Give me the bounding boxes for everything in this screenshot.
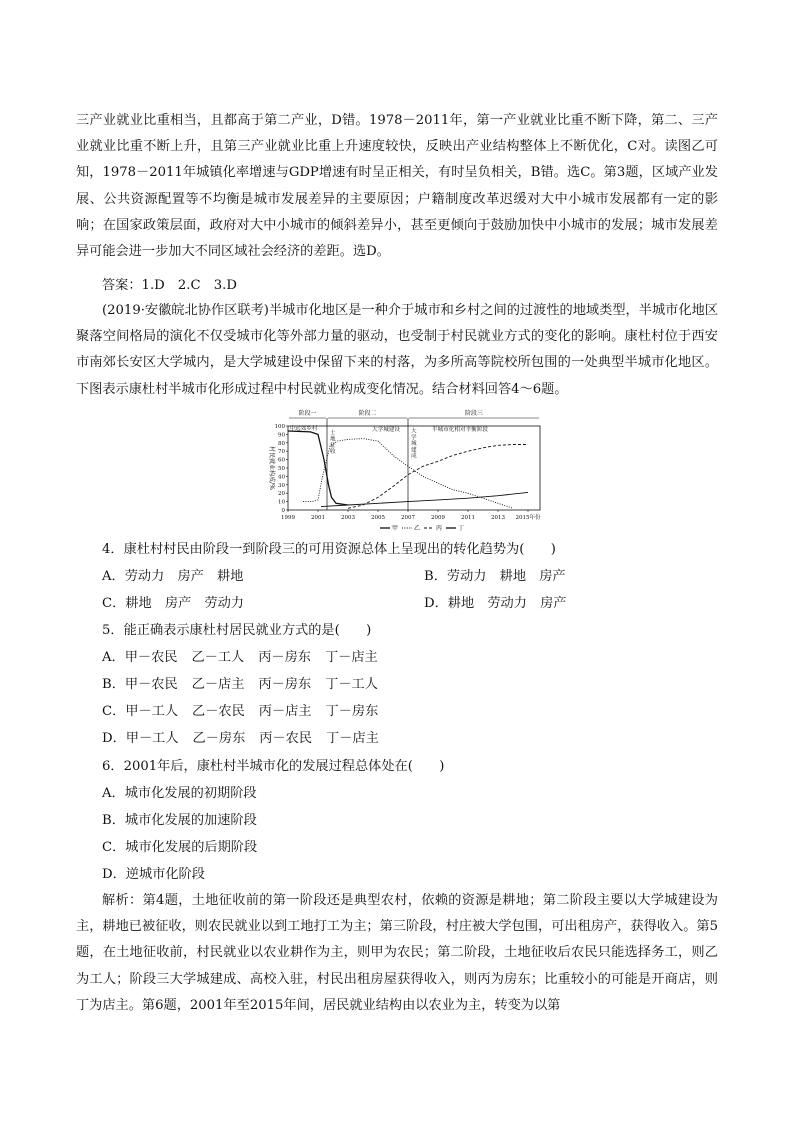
question-5-stem: 5．能正确表示康杜村居民就业方式的是( ) <box>102 623 372 638</box>
question-4-stem: 4．康杜村村民由阶段一到阶段三的可用资源总体上呈现出的转化趋势为( ) <box>102 542 556 557</box>
y-tick-label: 70 <box>278 449 285 456</box>
option-part: 乙－房东 <box>192 731 246 746</box>
option-part: 丁－房东 <box>325 704 379 719</box>
paragraph-material: (2019·安徽皖北协作区联考)半城市化地区是一种介于城市和乡村之间的过渡性的地域类型，半城市化地区聚落空间格局的演化不仅受城市化等外部力量的驱动，也受制于村民就业方式的变化的影响。康杜村位于西安市南郊长安区大学城内，是大学城建设中保留下来的村落，为多所高等院校所包围的一处典型半城市化地区。下图表示康杜村半城市化形成过程中村民就业构成变化情况。结合材料回答4～6题。 <box>76 303 718 397</box>
x-tick-label: 2011 <box>461 515 475 521</box>
y-tick-label: 10 <box>278 499 285 506</box>
annotation: 城 <box>411 441 417 448</box>
annotation: 建 <box>411 447 417 454</box>
question-4-option-d[interactable]: D．耕地 劳动力 房产 <box>424 596 567 611</box>
question-6-option-b[interactable]: B．城市化发展的加速阶段 <box>102 813 257 828</box>
option-part: 丁－店主 <box>324 650 378 665</box>
y-tick-label: 50 <box>278 466 285 472</box>
x-tick-label: 2005 <box>371 515 385 521</box>
x-tick-label: 2013 <box>491 515 505 521</box>
x-tick-label: 1999 <box>281 515 295 521</box>
y-tick-label: 0 <box>281 508 285 514</box>
question-6-option-d[interactable]: D．逆城市化阶段 <box>102 867 205 882</box>
option-part: 乙－工人 <box>191 650 245 665</box>
question-4-option-b[interactable]: B．劳动力 耕地 房产 <box>424 569 566 584</box>
series-甲 <box>288 431 348 505</box>
answer-line: 答案：1.D 2.C 3.D <box>102 278 237 293</box>
annotation: 大 <box>411 428 417 435</box>
y-tick-label: 60 <box>278 457 285 464</box>
option-part: 乙－农民 <box>192 704 245 719</box>
stage-label: 阶段三 <box>464 410 484 417</box>
option-part: 丙－店主 <box>258 704 312 719</box>
question-6-option-c[interactable]: C．城市化发展的后期阶段 <box>102 840 258 855</box>
y-tick-label: 100 <box>274 424 285 430</box>
question-5-option-c[interactable] <box>102 702 392 722</box>
annotation: 征 <box>330 442 336 449</box>
option-part: D．甲－工人 <box>102 731 179 746</box>
paragraph-solution-part1: 三产业就业比重相当，且都高于第二产业，D错。1978－2011年，第一产业就业比重不断下降，第二、三产业就业比重不断上升，且第三产业就业比重上升速度较快，反映出产业结构整体上不断优化，C对。读图乙可知，1978－2011年城镇化率增速与GDP增速有时呈正相关，有时呈负相关，B错。选C。第3题，区域产业发展、公共资源配置等不均衡是城市发展差异的主要原因；户籍制度改革迟缓对大中小城市发展都有一定的影响；在国家政策层面，政府对大中小城市的倾斜差异小，甚至更倾向于鼓励加快中小城市的发展；城市发展差异可能会进一步加大不同区域社会经济的差距。选D。 <box>76 113 718 260</box>
question-6-option-a[interactable]: A．城市化发展的初期阶段 <box>102 786 257 801</box>
annotation: 大学城建设 <box>372 427 400 434</box>
paragraph-analysis: 解析：第4题，土地征收前的第一阶段还是典型农村，依赖的资源是耕地；第二阶段主要以大学城建设为主，耕地已被征收，则农民就业以到工地打工为主；第三阶段，村庄被大学包围，可出租房产，获得收入。第5题，在土地征收前，村民就业以农业耕作为主，则甲为农民；第二阶段，土地征收后农民只能选择务工，则乙为工人；阶段三大学城建成、高校入驻，村民出租房屋获得收入，则丙为房东；比重较小的可能是开商店，则丁为店主。第6题，2001年至2015年间，居民就业结构由以农业为主，转变为以第 <box>76 893 718 1013</box>
question-5-option-d[interactable] <box>102 729 393 749</box>
option-part: 乙－店主 <box>191 677 245 692</box>
series-丙 <box>348 445 528 509</box>
x-tick-label: 2003 <box>341 515 355 521</box>
y-tick-label: 40 <box>278 474 285 481</box>
annotation: 半城市化相对平衡阶段 <box>432 427 488 434</box>
option-part: 丙－农民 <box>259 731 313 746</box>
legend-label: 丙 <box>436 525 443 532</box>
option-part: B．甲－农民 <box>102 677 178 692</box>
option-part: 丁－店主 <box>326 731 379 746</box>
y-tick-label: 80 <box>278 440 285 447</box>
option-part: 丁－工人 <box>325 677 378 692</box>
option-part: A．甲－农民 <box>102 650 178 665</box>
annotation: 成 <box>411 453 417 460</box>
annotation: 地 <box>330 436 336 443</box>
legend-label: 乙 <box>414 525 421 532</box>
y-axis-label: 村民就业构成/% <box>268 446 275 490</box>
question-5-option-a[interactable] <box>102 648 392 668</box>
employment-structure-chart <box>262 406 582 536</box>
y-tick-label: 30 <box>278 482 285 489</box>
annotation: 收 <box>330 449 336 455</box>
option-part: 丙－房东 <box>258 677 312 692</box>
stage-label: 阶段一 <box>298 410 317 417</box>
stage-label: 阶段二 <box>358 410 377 417</box>
legend-label: 丁 <box>458 525 465 532</box>
legend-label: 甲 <box>392 525 399 532</box>
annotation: 中远郊乡村 <box>289 426 318 433</box>
series-丁 <box>321 492 528 506</box>
annotation: 学 <box>411 434 417 441</box>
x-tick-label: 2009 <box>431 515 445 521</box>
question-5-option-b[interactable] <box>102 675 392 695</box>
x-tick-label: 2001 <box>311 515 325 521</box>
question-4-option-c[interactable]: C．耕地 房产 劳动力 <box>102 596 244 611</box>
x-tick-label: 2015年份 <box>515 515 541 521</box>
y-tick-label: 20 <box>278 491 285 498</box>
x-tick-label: 2007 <box>401 515 415 521</box>
option-part: 丙－房东 <box>258 650 311 665</box>
y-tick-label: 90 <box>278 432 285 439</box>
question-4-option-a[interactable]: A．劳动力 房产 耕地 <box>102 569 244 584</box>
annotation: 土 <box>330 430 336 437</box>
question-6-stem: 6．2001年后，康杜村半城市化的发展过程总体处在( ) <box>102 759 445 774</box>
option-part: C．甲－工人 <box>102 704 179 719</box>
